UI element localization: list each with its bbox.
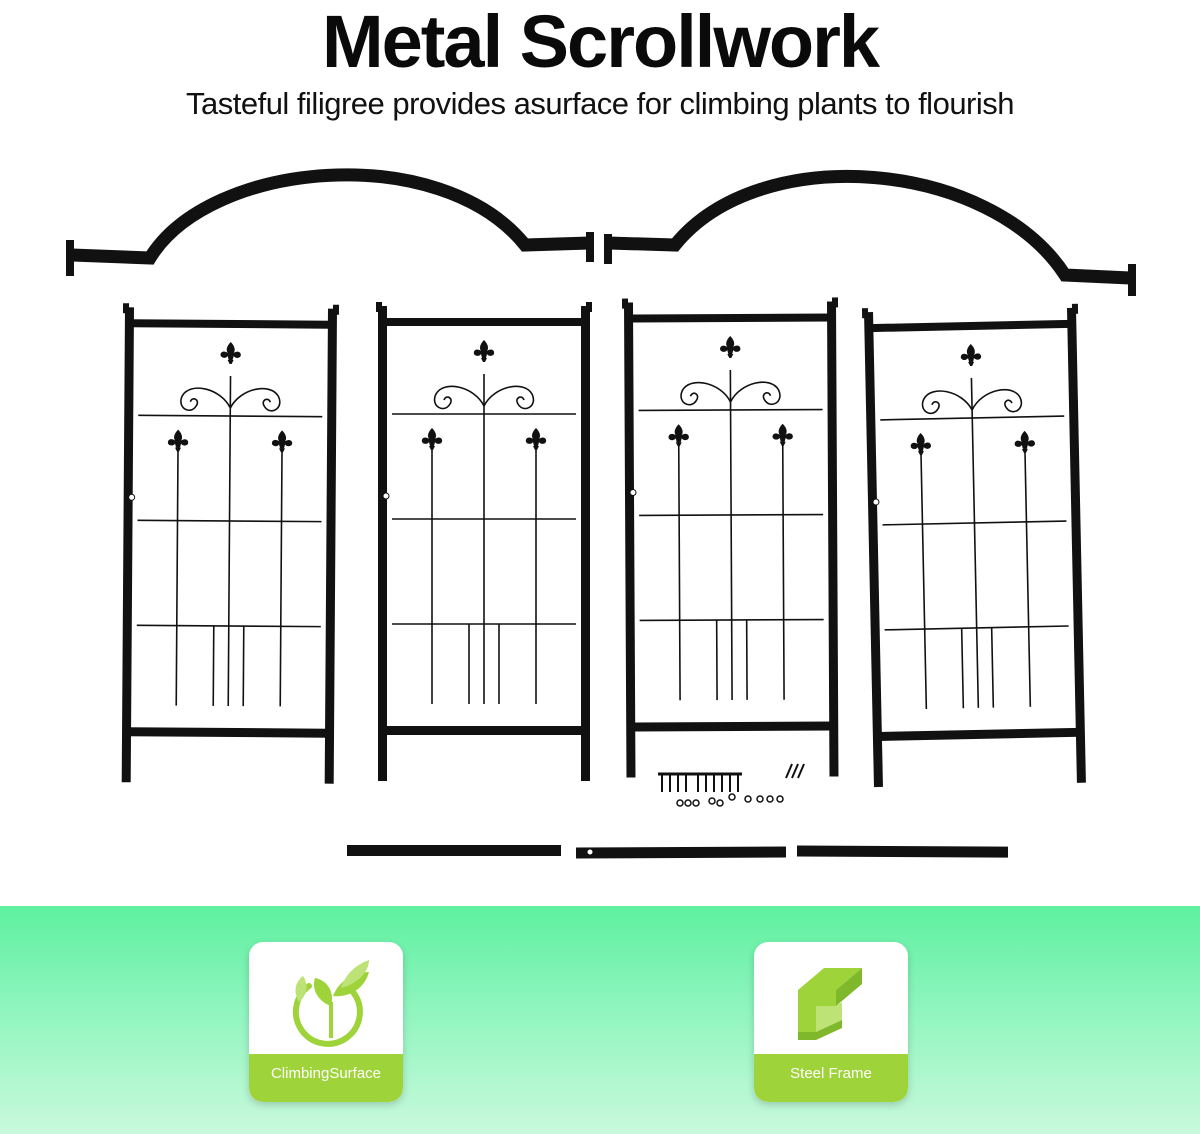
page-title: Metal Scrollwork — [321, 0, 879, 83]
hardware-screws — [658, 764, 804, 792]
base-bar-2 — [576, 846, 786, 858]
hardware-nuts — [677, 794, 783, 806]
trellis-panel-3 — [622, 297, 841, 777]
climbing-surface-badge — [249, 942, 403, 1102]
trellis-parts-illustration — [0, 150, 1200, 870]
steel-beam-icon — [754, 942, 908, 1048]
base-bar-3 — [797, 845, 1008, 857]
trellis-panel-2 — [376, 302, 592, 781]
base-bar-1 — [347, 845, 561, 856]
page-subtitle: Tasteful filigree provides asurface for climbing plants to flourish — [185, 86, 1015, 121]
leaf-circle-icon — [249, 942, 403, 1048]
steel-frame-badge — [754, 942, 908, 1102]
arch-left — [72, 175, 590, 258]
steel-frame-label: Steel Frame — [754, 1054, 908, 1102]
trellis-panel-1 — [120, 303, 339, 783]
trellis-panel-4 — [862, 304, 1088, 787]
climbing-surface-label: ClimbingSurface — [249, 1054, 403, 1102]
arch-right — [608, 176, 1130, 278]
feature-band — [0, 906, 1200, 1134]
